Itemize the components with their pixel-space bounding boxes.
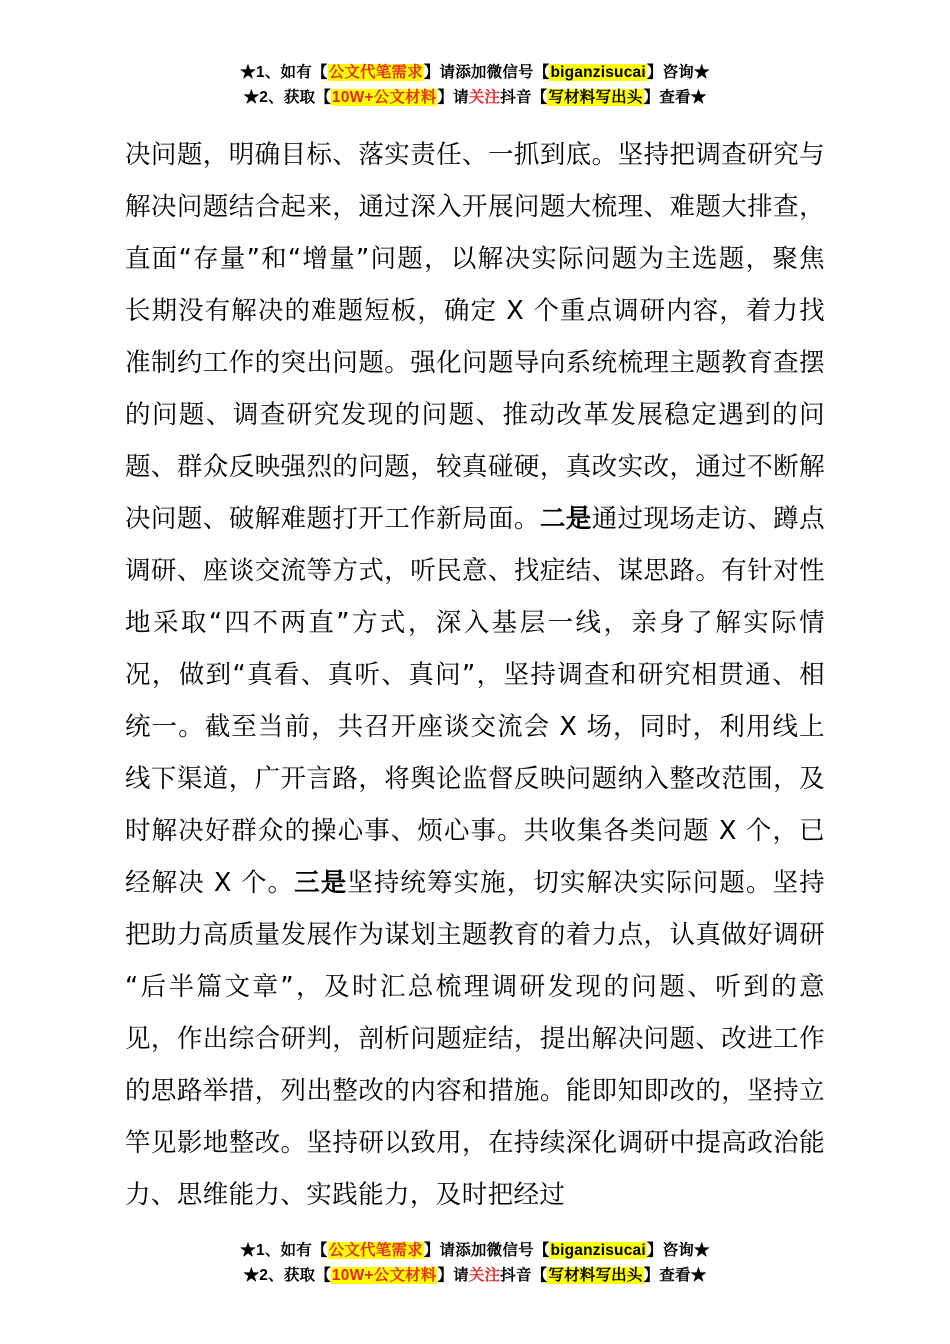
- promo-middle-a: 请: [453, 89, 469, 107]
- bracket-close-5: 】: [423, 1241, 440, 1259]
- star-icon-left: ★: [240, 64, 256, 81]
- bracket-close-6: 】: [646, 1241, 663, 1259]
- star-icon-left-4: ★: [243, 1266, 260, 1284]
- bracket-close-4: 】: [643, 89, 660, 107]
- paragraph-segment-4-bold: 三是: [294, 868, 348, 899]
- promo-middle-a-2: 请: [453, 1266, 469, 1284]
- promo-douyin-id: 写材料写出头: [548, 89, 643, 107]
- star-icon-right-3: ★: [693, 1241, 710, 1259]
- paragraph-segment-3: 通过现场走访、蹲点调研、座谈交流等方式，听民意、找症结、谋思路。有针对性地采取“四不两直”方式，深入基层一线，亲身了解实际情况，做到“真看、真听、真问”，坚持调查和研究相贯通、相统一。截至当前，共召开座谈交流会 X 场，同时，利用线上线下渠道，广开言路，将舆论监督反映问题纳入整改范围，及时解决好群众的操心事、烦心事。共收集各类问题 X 个，已经解决 X 个。: [125, 504, 825, 899]
- promo-wechat-id: biganzisucai: [550, 64, 646, 81]
- star-icon-right: ★: [693, 64, 710, 81]
- promo-prefix-2: 2、获取: [259, 89, 316, 107]
- promo-line-3: [125, 1239, 825, 1263]
- star-icon-left-3: ★: [240, 1241, 256, 1259]
- paragraph-segment-1: 决问题，明确目标、落实责任、一抓到底。坚持把调查研究与解决问题结合起来，通过深入开展问题大梳理、难题大排查，直面“存量”和“增量”问题，以解决实际问题为主选题，聚焦长期没有解决的难题短板，确定 X 个重点调研内容，着力找准制约工作的突出问题。强化问题导向系统梳理主题教育查摆的问题、调查研究发现的问题、推动改革发展稳定遇到的问题、群众反映强烈的问题，较真碰硬，真改实改，通过不断解决问题、破解难题打开工作新局面。: [125, 140, 825, 535]
- bracket-close-3: 】: [437, 89, 454, 107]
- promo-line-2: [125, 86, 825, 110]
- promo-middle-3: 请添加微信号: [439, 1241, 534, 1259]
- star-icon-right-4: ★: [690, 1266, 707, 1284]
- bracket-open-4: 【: [531, 89, 548, 107]
- promo-line-4: [125, 1264, 825, 1288]
- promo-suffix: 咨询: [662, 64, 694, 81]
- paragraph-segment-2-bold: 二是: [539, 504, 592, 535]
- bracket-open-2: 【: [533, 64, 550, 81]
- promo-middle-b: 抖音: [500, 89, 532, 107]
- promo-suffix-3: 咨询: [662, 1241, 694, 1259]
- promo-prefix: 1、如有: [256, 64, 312, 81]
- promo-middle-b-2: 抖音: [500, 1266, 532, 1284]
- promo-highlight-service-2: 公文代笔需求: [328, 1241, 423, 1259]
- promo-banner-bottom: [125, 1238, 825, 1289]
- bracket-open: 【: [311, 64, 328, 81]
- promo-follow-text-2: 关注: [468, 1266, 501, 1284]
- promo-prefix-3: 1、如有: [256, 1241, 312, 1259]
- bracket-open-7: 【: [315, 1266, 331, 1284]
- paragraph-segment-5: 坚持统筹实施，切实解决实际问题。坚持把助力高质量发展作为谋划主题教育的着力点，认真做好调研“后半篇文章”，及时汇总梳理调研发现的问题、听到的意见，作出综合研判，剖析问题症结，提出解决问题、改进工作的思路举措，列出整改的内容和措施。能即知即改的，坚持立竿见影地整改。坚持研以致用，在持续深化调研中提高政治能力、思维能力、实践能力，及时把经过: [125, 868, 825, 1211]
- bracket-close-7: 】: [437, 1266, 454, 1284]
- bracket-open-3: 【: [315, 89, 331, 107]
- star-icon-right-2: ★: [690, 89, 707, 107]
- bracket-close-8: 】: [643, 1266, 660, 1284]
- bracket-open-5: 【: [311, 1241, 328, 1259]
- promo-follow-text: 关注: [468, 89, 501, 107]
- bracket-open-6: 【: [533, 1241, 550, 1259]
- document-body: [125, 129, 825, 1221]
- promo-highlight-materials-2: 10W+公文材料: [331, 1266, 437, 1284]
- promo-highlight-service: 公文代笔需求: [328, 64, 423, 81]
- promo-douyin-id-2: 写材料写出头: [548, 1266, 643, 1284]
- bracket-open-8: 【: [531, 1266, 548, 1284]
- bracket-close: 】: [423, 64, 440, 81]
- document-paragraph: [125, 129, 825, 1221]
- promo-banner-top: [125, 60, 825, 111]
- bracket-close-2: 】: [646, 64, 663, 81]
- promo-middle: 请添加微信号: [439, 64, 534, 81]
- promo-suffix-2: 查看: [659, 89, 691, 107]
- promo-wechat-id-2: biganzisucai: [550, 1241, 646, 1259]
- promo-line-1: [125, 61, 825, 85]
- promo-suffix-4: 查看: [659, 1266, 691, 1284]
- promo-prefix-4: 2、获取: [259, 1266, 316, 1284]
- promo-highlight-materials: 10W+公文材料: [331, 89, 437, 107]
- star-icon-left-2: ★: [243, 89, 260, 107]
